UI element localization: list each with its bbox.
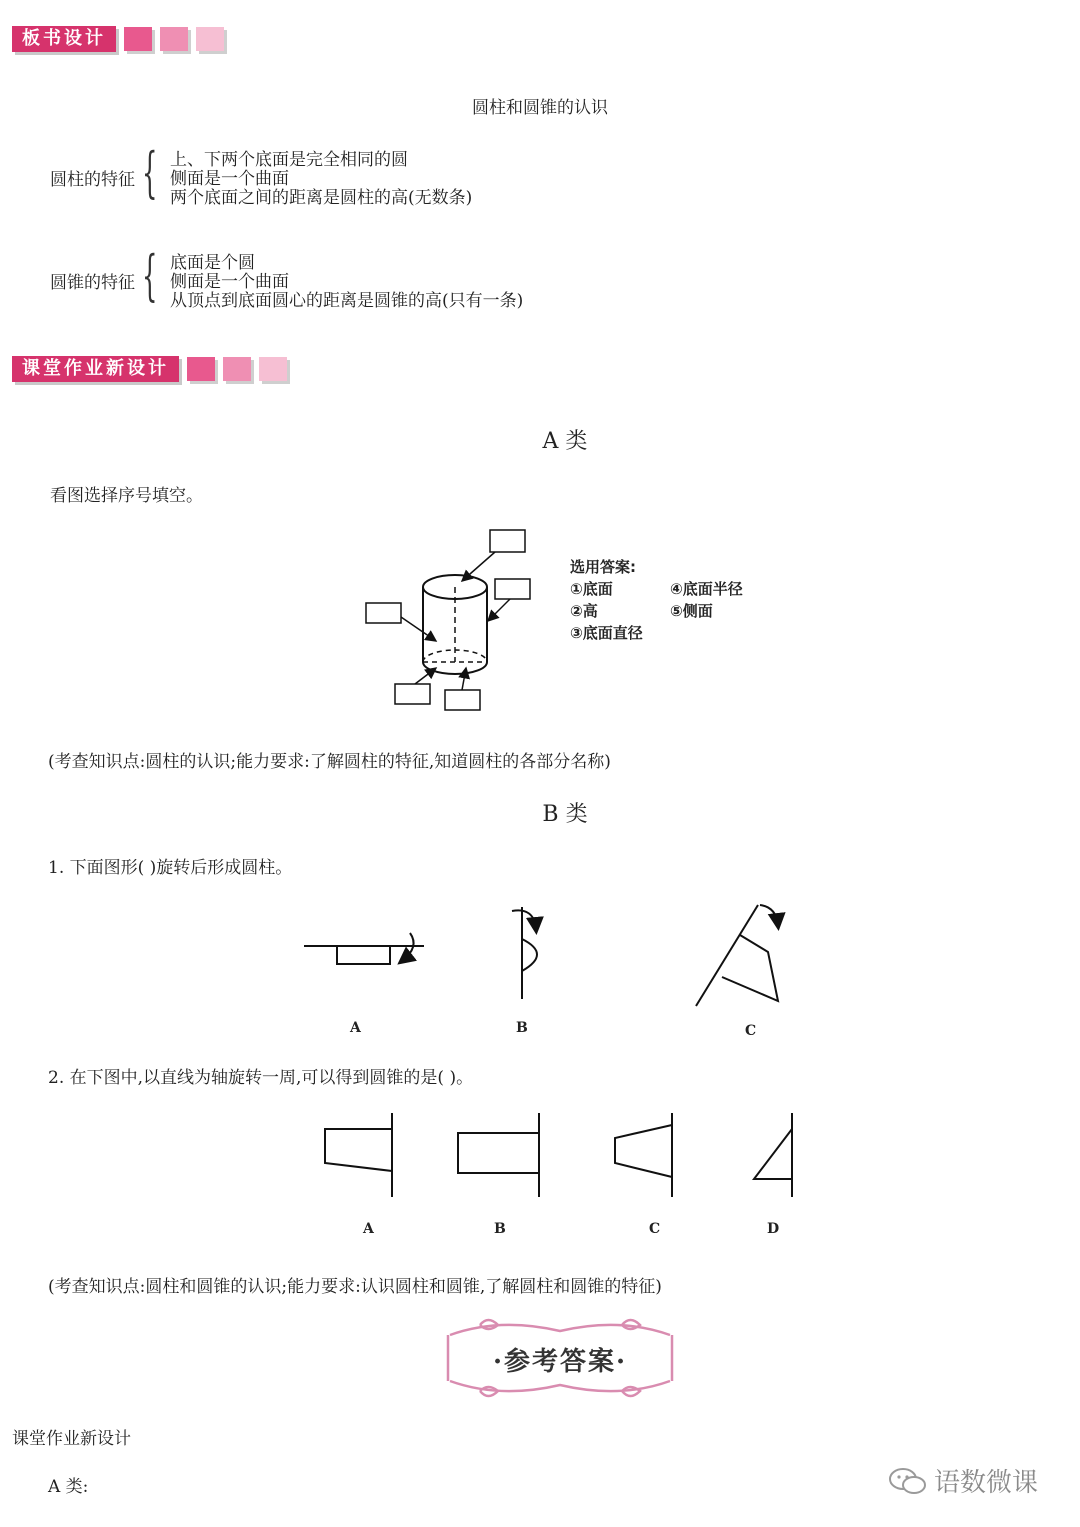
watermark-text: 语数微课 [934, 1468, 1039, 1498]
class-b-note: (考查知识点:圆柱和圆锥的认识;能力要求:认识圆柱和圆锥,了解圆柱和圆锥的特征) [48, 1277, 662, 1297]
banner-square [124, 27, 152, 51]
rotation-figures [290, 895, 800, 1045]
board-title: 圆柱和圆锥的认识 [472, 98, 608, 118]
cone-features-label: 圆锥的特征 [50, 273, 135, 293]
brace: { [142, 141, 158, 204]
homework-banner [12, 354, 287, 384]
answer-options-title: 选用答案: [570, 558, 636, 576]
class-a-heading: A 类 [542, 429, 588, 454]
homework-banner-label: 课堂作业新设计 [12, 356, 179, 382]
banner-square [187, 357, 215, 381]
banner-square [223, 357, 251, 381]
class-a-note: (考查知识点:圆柱的认识;能力要求:了解圆柱的特征,知道圆柱的各部分名称) [48, 752, 611, 772]
cylinder-figure [360, 525, 560, 720]
q1-label-b: B [516, 1020, 528, 1036]
banner-square [160, 27, 188, 51]
cone-axis-figures [310, 1105, 810, 1205]
cylinder-feature-1: 上、下两个底面是完全相同的圆 [170, 150, 408, 170]
banner-square [259, 357, 287, 381]
q1-label-c: C [745, 1023, 757, 1039]
answer-box [495, 579, 530, 599]
wechat-icon [888, 1466, 928, 1496]
answer-box [490, 530, 525, 552]
answer-box [366, 603, 401, 623]
q2-label-a: A [363, 1221, 374, 1237]
cylinder-feature-3: 两个底面之间的距离是圆柱的高(无数条) [170, 188, 473, 208]
board-design-banner-label: 板书设计 [12, 26, 116, 52]
q2-label-c: C [649, 1221, 661, 1237]
class-a-question: 看图选择序号填空。 [50, 486, 203, 506]
answer-option: ④底面半径 [670, 580, 743, 598]
class-b-question-2: 2. 在下图中,以直线为轴旋转一周,可以得到圆锥的是( )。 [48, 1068, 474, 1088]
banner-square [196, 27, 224, 51]
answer-box [395, 684, 430, 704]
answer-box [445, 690, 480, 710]
q1-label-a: A [350, 1020, 361, 1036]
cone-feature-3: 从顶点到底面圆心的距离是圆锥的高(只有一条) [170, 291, 524, 311]
answer-option: ⑤侧面 [670, 602, 713, 620]
class-b-heading: B 类 [542, 802, 588, 827]
answer-option: ①底面 [570, 580, 613, 598]
reference-answer-badge [440, 1313, 680, 1403]
answer-options [570, 556, 636, 577]
cylinder-features-label: 圆柱的特征 [50, 170, 135, 190]
brace: { [142, 244, 158, 307]
answer-option: ②高 [570, 602, 598, 620]
reference-answer-title: ·参考答案· [492, 1347, 628, 1377]
q2-label-d: D [767, 1221, 780, 1237]
answer-option: ③底面直径 [570, 624, 643, 642]
cone-feature-2: 侧面是一个曲面 [170, 272, 289, 292]
board-design-banner [12, 24, 224, 54]
reference-section-title: 课堂作业新设计 [12, 1429, 131, 1449]
q2-label-b: B [494, 1221, 506, 1237]
class-b-question-1: 1. 下面图形( )旋转后形成圆柱。 [48, 858, 293, 878]
watermark [888, 1462, 1038, 1499]
reference-a-label: A 类: [48, 1477, 89, 1497]
cone-feature-1: 底面是个圆 [170, 253, 255, 273]
cylinder-feature-2: 侧面是一个曲面 [170, 169, 289, 189]
